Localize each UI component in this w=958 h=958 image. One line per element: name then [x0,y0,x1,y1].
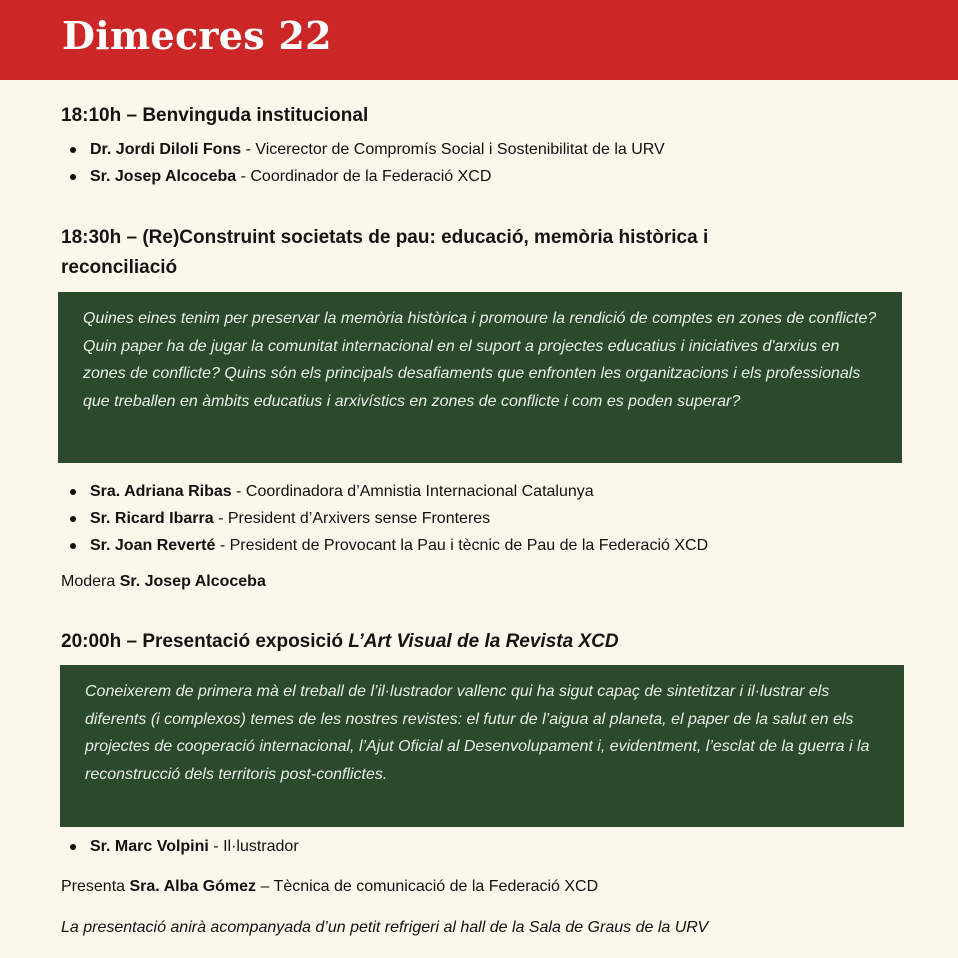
speaker-name: Sr. Ricard Ibarra [90,510,214,527]
exhibition-name: L’Art Visual de la Revista XCD [348,631,619,652]
speaker-role: - President de Provocant la Pau i tècnic de Pau de la Federació XCD [215,537,709,554]
session-1-title: 18:10h – Benvinguda institucional [61,105,369,126]
session-2-title: 18:30h – (Re)Construint societats de pau: educació, memòria històrica i [61,227,709,248]
speaker-role: - Coordinador de la Federació XCD [236,168,492,185]
moderator-name: Sr. Josep Alcoceba [119,573,266,590]
header-banner [0,0,958,80]
speaker-name: Dr. Jordi Diloli Fons [90,141,242,158]
speaker-role: - President d’Arxivers sense Fronteres [213,510,491,527]
session-3-title [61,627,619,657]
page-title: Dimecres 22 [62,13,332,58]
presenter-label: Presenta [61,878,130,895]
session-2-description-box [58,292,902,463]
speaker-item [68,163,665,190]
speaker-name: Sr. Joan Reverté [90,537,216,554]
speaker-role: - Coordinadora d’Amnistia Internacional Catalunya [231,483,594,500]
session-2-description: Quines eines tenim per preservar la memòria històrica i promoure la rendició de comptes en zones de conflicte? Quin paper ha de jugar la comunitat internacional en el suport a projectes educatius i iniciatives d'arxius en zones de conflicte? Quins són els principals desafiaments que enfronten les organitzacions i els professionals que treballen en àmbits educatius i arxivístics en zones de conflicte i com es poden superar? [83,310,877,410]
speaker-role: - Il·lustrador [208,838,299,855]
session-3-description-box [60,665,904,827]
speaker-item [68,505,708,532]
speaker-item [68,136,665,163]
speaker-item [68,833,299,860]
speaker-role: - Vicerector de Compromís Social i Sostenibilitat de la URV [241,141,665,158]
speaker-item [68,478,708,505]
moderator-label: Modera [61,573,120,590]
speaker-item [68,532,708,559]
presenter-role: – Tècnica de comunicació de la Federació XCD [256,878,599,895]
session-2-speaker-list [68,478,708,559]
speaker-name: Sra. Adriana Ribas [90,483,232,500]
session-2-title-continued: reconciliació [61,257,178,278]
session-3-title-text: 20:00h – Presentació exposició [61,631,349,652]
session-2-moderator [61,570,266,594]
speaker-name: Sr. Josep Alcoceba [90,168,237,185]
session-1-speaker-list [68,136,665,190]
refreshment-note: La presentació anirà acompanyada d’un petit refrigeri al hall de la Sala de Graus de la URV [61,919,709,936]
session-3-speaker-list [68,833,299,860]
speaker-name: Sr. Marc Volpini [90,838,209,855]
session-3-presenter [61,875,598,899]
session-3-description: Coneixerem de primera mà el treball de l’il·lustrador vallenc qui ha sigut capaç de sintetitzar i il·lustrar els diferents (i complexos) temes de les nostres revistes: el futur de l’aigua al planeta, el paper de la salut en els projectes de cooperació internacional, l’Ajut Oficial al Desenvolupament i, evidentment, l’esclat de la guerra i la reconstrucció dels territoris post-conflictes. [85,683,870,783]
presenter-name: Sra. Alba Gómez [129,878,257,895]
